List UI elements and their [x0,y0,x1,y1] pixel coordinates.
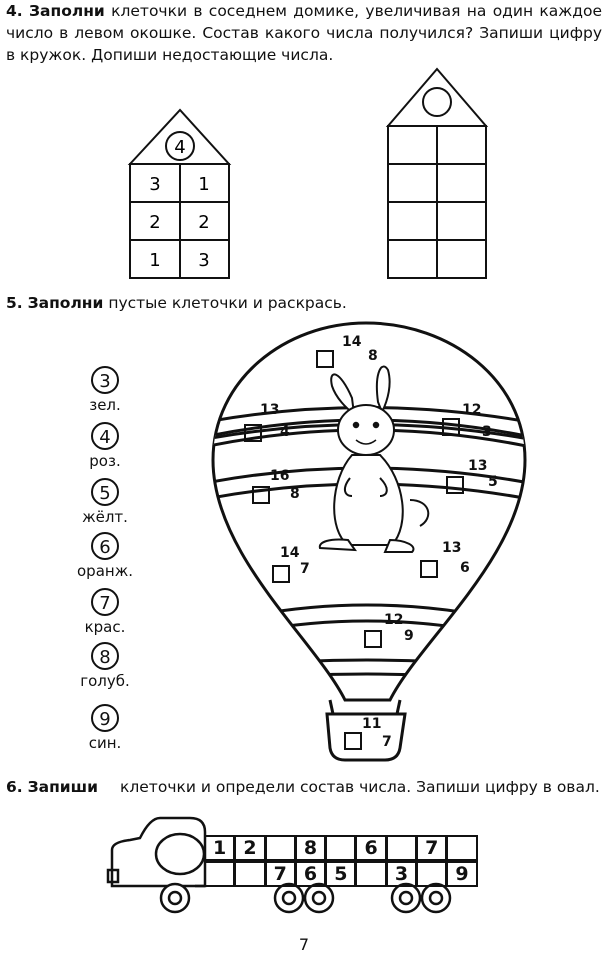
legend-color: жёлт. [82,508,128,526]
balloon-number-right: 7 [300,561,310,577]
legend-number: 4 [91,422,119,450]
truck-row-bottom [205,862,487,888]
house-left-roof-number: 4 [174,137,186,158]
truck-cell[interactable]: 6 [295,861,326,887]
task-6-text: клеточки и определи состав числа. Запиши цифру в овал. [120,778,600,796]
truck-cell[interactable] [416,861,447,887]
legend-number: 6 [91,532,119,560]
task-4-verb: Заполни [29,2,105,20]
balloon-number-right: 7 [382,734,392,750]
wheel [392,884,420,912]
task-4-text: клеточки в соседнем домике, увеличивая на один каждое число в левом окошке. Состав какого числа получился? Запиши цифру в кружок. Допиши недостающие числа. [6,2,602,64]
balloon-number-right: 8 [290,486,300,502]
balloon-number-right: 9 [404,628,414,644]
balloon-number-right: 8 [368,348,378,364]
house-left-cell: 1 [198,174,210,195]
wheel [422,884,450,912]
truck-cell[interactable] [446,835,477,861]
house-left-cell: 1 [149,250,161,271]
balloon-number-right: 5 [488,474,498,490]
truck-cell[interactable]: 6 [355,835,386,861]
truck-cell[interactable]: 9 [446,861,477,887]
legend-color: син. [88,734,122,752]
balloon-number-right: 6 [460,560,470,576]
legend-color: крас. [84,618,126,636]
task-5-number: 5. [6,294,23,312]
truck-cell[interactable] [325,835,356,861]
task-6-number: 6. [6,778,23,796]
balloon-number-right: 4 [280,424,290,440]
house-left-cell: 3 [149,174,161,195]
truck-cell[interactable]: 8 [295,835,326,861]
balloon-number-top: 13 [260,402,280,418]
truck-cell[interactable] [265,835,296,861]
wheel [305,884,333,912]
truck-cell[interactable]: 7 [416,835,447,861]
balloon-number-top: 14 [342,334,362,350]
truck-cell[interactable]: 5 [325,861,356,887]
balloon-number-right: 3 [482,424,492,440]
house-left-cell: 2 [149,212,161,233]
task-4-number: 4. [6,2,23,20]
legend-color: зел. [89,396,121,414]
balloon-number-top: 13 [468,458,488,474]
truck-cell[interactable] [204,861,235,887]
truck-cell[interactable] [386,835,417,861]
house-left-cell: 2 [198,212,210,233]
balloon-number-top: 12 [384,612,404,628]
truck-grid [205,836,487,888]
legend-color: голуб. [80,672,130,690]
balloon-number-top: 14 [280,545,300,561]
legend-number: 3 [91,366,119,394]
wheel [161,884,189,912]
legend-number: 7 [91,588,119,616]
legend-number: 9 [91,704,119,732]
truck-cell[interactable] [355,861,386,887]
balloon-number-top: 11 [362,716,382,732]
legend-color: оранж. [77,562,133,580]
balloon-number-top: 12 [462,402,482,418]
page-number: 7 [298,935,310,954]
legend-number: 8 [91,642,119,670]
truck-window-oval [156,834,204,874]
truck-row-top [205,836,487,862]
truck-cell[interactable] [234,861,265,887]
truck-cell[interactable]: 1 [204,835,235,861]
truck-cell[interactable]: 2 [234,835,265,861]
balloon-number-top: 16 [270,468,290,484]
wheel [275,884,303,912]
balloon-number-top: 13 [442,540,462,556]
task-6-verb: Запиши [27,778,98,796]
task-5-verb: Заполни [27,294,104,312]
task-5-text: пустые клеточки и раскрась. [103,294,347,312]
legend-color: роз. [89,452,121,470]
truck-cab [112,818,205,886]
legend-number: 5 [91,478,119,506]
truck-cell[interactable]: 7 [265,861,296,887]
house-left-cell: 3 [198,250,210,271]
truck-cell[interactable]: 3 [386,861,417,887]
